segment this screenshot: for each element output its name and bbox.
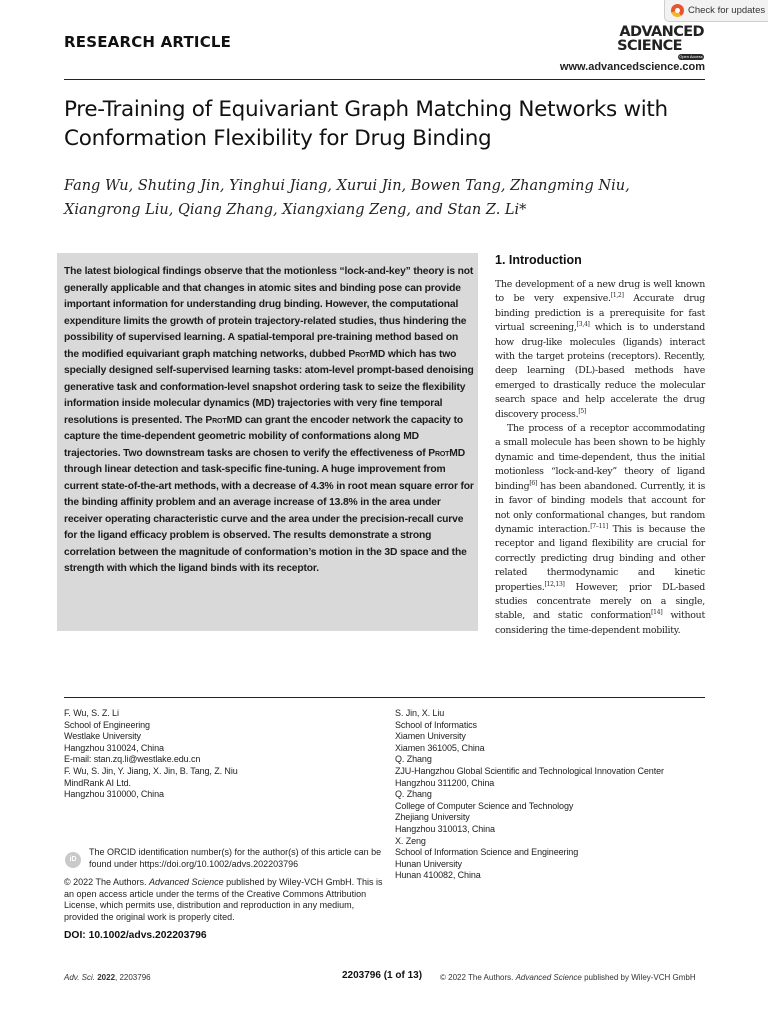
method-name-prefix: Prot	[348, 348, 370, 360]
footer-copyright	[440, 973, 696, 982]
intro-text-run: without considering the time-dependent mobility.	[495, 610, 705, 636]
affiliation-line: Westlake University	[64, 731, 141, 742]
journal-logo-line1: ADVANCED	[619, 24, 704, 40]
affiliation-line: E-mail: stan.zq.li@westlake.edu.cn	[64, 754, 201, 765]
method-name-suffix: MD	[369, 348, 386, 360]
citation-link[interactable]: [7–11]	[590, 522, 608, 530]
journal-logo	[600, 24, 706, 64]
method-name-suffix: MD	[449, 447, 465, 459]
affiliations-left-column	[64, 708, 384, 801]
intro-text-run: The development of a new drug is well known to be very expensive.	[495, 279, 705, 305]
header-divider	[64, 79, 705, 80]
footer-citation	[64, 973, 151, 982]
intro-text-run: which is to understand how drug-like molecules (ligands) interact with the target proteins (receptors). Recently, deep learning (DL)-based methods have emerged to drastically reduce the molecular search space and help accelerate the drug discovery process.	[495, 322, 705, 420]
affiliation-line: Xiamen University	[395, 731, 466, 742]
abstract-text	[64, 264, 474, 578]
affiliation-line: Hunan 410082, China	[395, 870, 481, 881]
introduction-paragraph-2	[495, 422, 705, 638]
footer-copyright-part: © 2022 The Authors.	[440, 973, 516, 982]
footer-year: 2022	[97, 973, 116, 982]
license-journal-name: Advanced Science	[149, 877, 224, 887]
affiliation-line: Xiamen 361005, China	[395, 742, 485, 753]
check-updates-icon	[671, 4, 684, 17]
abstract-part: The latest biological findings observe that the motionless “lock-and-key” theory is not generally applicable and that changes in atomic sites and binding pose can provide important information for understanding drug binding. However, the computational expenditure limits the growth of protein trajectory-related studies, thus hindering the possibility of supervised learning. A spatial-temporal pre-training method based on the modified equivariant graph matching networks, dubbed	[64, 266, 474, 360]
affiliation-block	[395, 836, 715, 882]
citation-link[interactable]: [5]	[578, 407, 587, 415]
introduction-body	[495, 278, 705, 638]
abstract-part: which has two specially designed self-supervised learning tasks: atom-level prompt-based denoising generative task and conformation-level snapshot ordering task to seize the flexibility information inside molecular dynamics (MD) trajectories with very fine temporal resolutions is presented. The	[64, 348, 474, 426]
footer-journal-abbr: Adv. Sci.	[64, 973, 95, 982]
affiliation-line: ZJU-Hangzhou Global Scientific and Technological Innovation Center	[395, 765, 664, 776]
article-authors: Fang Wu, Shuting Jin, Yinghui Jiang, Xurui Jin, Bowen Tang, Zhangming Niu, Xiangrong Liu, Qiang Zhang, Xiangxiang Zeng, and Stan Z. Li*	[64, 178, 630, 218]
introduction-heading: 1. Introduction	[495, 253, 582, 267]
citation-link[interactable]: [12,13]	[544, 580, 565, 588]
license-part: published by Wiley-VCH GmbH. This is an open access article under the terms of the Creative Commons Attribution License, which permits use, distribution and reproduction in any medium, provided the original work is properly cited.	[64, 877, 383, 922]
affiliation-block	[395, 754, 715, 789]
article-title: Pre-Training of Equivariant Graph Matching Networks with Conformation Flexibility for Drug Binding	[64, 97, 668, 151]
method-name-prefix: Prot	[205, 414, 227, 426]
orcid-note: The ORCID identification number(s) for the author(s) of this article can be found under https://doi.org/10.1002/advs.202203796	[89, 847, 382, 869]
article-type-label: RESEARCH ARTICLE	[64, 33, 232, 51]
citation-link[interactable]: [3,4]	[576, 321, 590, 329]
affiliation-block	[395, 789, 715, 835]
affiliation-line: Hangzhou 310024, China	[64, 742, 164, 753]
citation-link[interactable]: [14]	[651, 609, 663, 617]
journal-logo-line2: SCIENCE	[617, 38, 682, 54]
check-for-updates-button[interactable]	[664, 0, 768, 22]
affiliation-block	[395, 708, 715, 754]
intro-text-run: The process of a receptor accommodating a small molecule has been shown to be highly dynamic and time-dependent, thus the initial motionless “lock-and-key” theory of ligand binding	[495, 423, 705, 492]
license-statement	[64, 877, 384, 923]
affiliation-line: School of Information Science and Engineering	[395, 847, 579, 858]
affiliation-line: S. Jin, X. Liu	[395, 708, 445, 718]
footer-copyright-journal: Advanced Science	[515, 973, 582, 982]
intro-text-run: This is because the receptor and ligand flexibility are crucial for correctly predicting drug binding and other related thermodynamic and kinetic properties.	[495, 523, 705, 593]
orcid-icon: iD	[65, 852, 81, 868]
footer-article-number: , 2203796	[115, 973, 151, 982]
affiliation-line: Q. Zhang	[395, 754, 432, 765]
affiliation-line: Hangzhou 311200, China	[395, 777, 495, 788]
citation-link[interactable]: [6]	[529, 479, 538, 487]
affiliation-line: Zhejiang University	[395, 812, 470, 823]
affiliation-line: MindRank AI Ltd.	[64, 777, 131, 788]
affiliation-line: Q. Zhang	[395, 789, 432, 800]
method-name-suffix: MD	[226, 414, 243, 426]
journal-url-link[interactable]: www.advancedscience.com	[559, 61, 705, 73]
affiliation-line: X. Zeng	[395, 835, 426, 846]
affiliations-divider	[64, 697, 705, 698]
affiliation-line: Hangzhou 310000, China	[64, 789, 164, 800]
affiliation-block	[64, 708, 384, 766]
affiliation-line: School of Informatics	[395, 719, 477, 730]
doi-link[interactable]: DOI: 10.1002/advs.202203796	[64, 930, 207, 941]
affiliations-right-column	[395, 708, 715, 882]
method-name-prefix: Prot	[428, 447, 450, 459]
intro-text-run: has been abandoned. Currently, it is in favor of binding models that account for not only conformational changes, but random dynamic interaction.	[495, 480, 705, 535]
introduction-paragraph-1	[495, 278, 705, 422]
citation-link[interactable]: [1,2]	[610, 292, 624, 300]
affiliation-line: College of Computer Science and Technology	[395, 800, 574, 811]
intro-text-run: However, prior DL-based studies concentrate merely on a single, stable, and static conformation	[495, 581, 705, 622]
abstract-part: can grant the encoder network the capacity to capture the time-dependent geometric mobility of conformations along MD trajectories. Two downstream tasks are chosen to verify the effectiveness of	[64, 414, 464, 459]
affiliation-line: Hangzhou 310013, China	[395, 823, 495, 834]
footer-page-number: 2203796 (1 of 13)	[342, 970, 423, 981]
license-part: © 2022 The Authors.	[64, 877, 150, 887]
check-updates-label: Check for updates	[688, 5, 766, 16]
intro-text-run: Accurate drug binding prediction is a prerequisite for fast virtual screening,	[495, 293, 705, 334]
abstract-part: through linear detection and task-specific fine-tuning. A huge improvement from current state-of-the-art methods, with a decrease of 4.3% in root mean square error for the binding affinity problem and an average increase of 13.8% in the area under receiver operating characteristic curve and the area under the precision-recall curve for the ligand efficacy problem is observed. The results demonstrate a strong correlation between the magnitude of conformation’s motion in the 3D space and the strength with which the ligand binds with its receptor.	[64, 464, 474, 574]
footer-copyright-part: published by Wiley-VCH GmbH	[581, 973, 696, 982]
affiliation-line: School of Engineering	[64, 719, 150, 730]
affiliation-line: Hunan University	[395, 858, 462, 869]
affiliation-line: F. Wu, S. Jin, Y. Jiang, X. Jin, B. Tang, Z. Niu	[64, 765, 238, 776]
affiliation-block	[64, 766, 384, 801]
affiliation-line: F. Wu, S. Z. Li	[64, 708, 119, 718]
open-access-badge: Open Access	[679, 54, 703, 59]
